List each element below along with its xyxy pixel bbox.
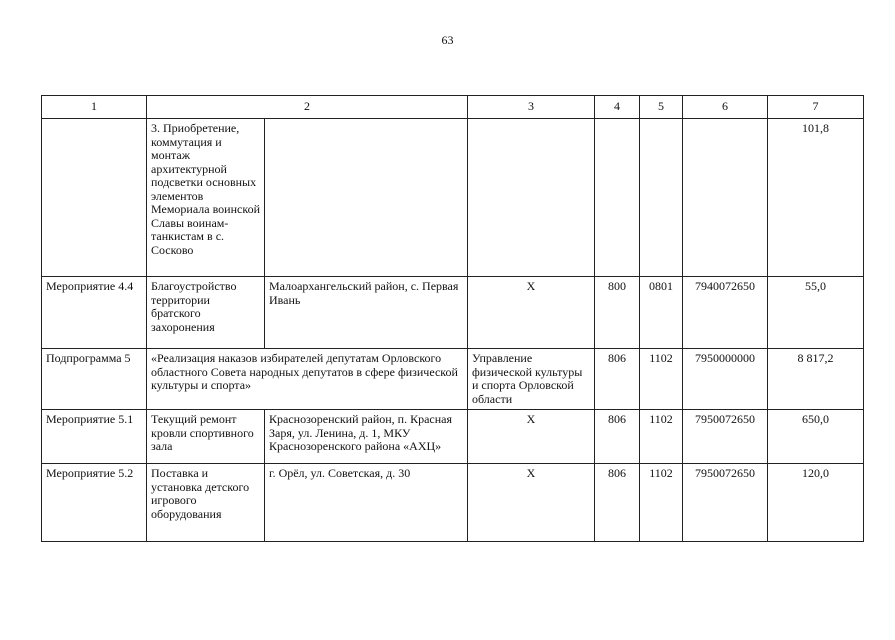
page-number: 63 xyxy=(441,33,454,47)
cell-csr xyxy=(683,119,768,277)
cell-amount: 650,0 xyxy=(768,410,864,464)
header-col-1: 1 xyxy=(42,96,147,119)
cell-rzpr: 1102 xyxy=(640,349,683,410)
cell-amount: 120,0 xyxy=(768,464,864,542)
header-col-4: 4 xyxy=(595,96,640,119)
cell-code: Подпрограмма 5 xyxy=(42,349,147,410)
cell-amount: 8 817,2 xyxy=(768,349,864,410)
header-col-2: 2 xyxy=(147,96,468,119)
budget-table xyxy=(41,95,864,542)
cell-grbs: 806 xyxy=(595,464,640,542)
cell-amount: 55,0 xyxy=(768,277,864,349)
cell-rzpr: 1102 xyxy=(640,410,683,464)
cell-location: Малоархангельский район, с. Первая Ивань xyxy=(265,277,468,349)
cell-grbs xyxy=(595,119,640,277)
cell-grbs: 806 xyxy=(595,349,640,410)
header-col-6: 6 xyxy=(683,96,768,119)
cell-executor xyxy=(468,119,595,277)
cell-csr: 7940072650 xyxy=(683,277,768,349)
cell-code: Мероприятие 4.4 xyxy=(42,277,147,349)
cell-csr: 7950000000 xyxy=(683,349,768,410)
cell-csr: 7950072650 xyxy=(683,464,768,542)
cell-rzpr xyxy=(640,119,683,277)
cell-subprogram-name: «Реализация наказов избирателей депутатам Орловского областного Совета народных депутатов в сфере физической культуры и спорта» xyxy=(147,349,468,410)
cell-code: Мероприятие 5.2 xyxy=(42,464,147,542)
cell-executor: Х xyxy=(468,277,595,349)
cell-activity-name: Поставка и установка детского игрового оборудования xyxy=(147,464,265,542)
table-row xyxy=(42,349,864,410)
cell-location: Краснозоренский район, п. Красная Заря, ул. Ленина, д. 1, МКУ Краснозоренского района «АХЦ» xyxy=(265,410,468,464)
header-col-5: 5 xyxy=(640,96,683,119)
header-row xyxy=(42,96,864,119)
table-row xyxy=(42,464,864,542)
cell-code xyxy=(42,119,147,277)
table-row xyxy=(42,277,864,349)
table-row xyxy=(42,119,864,277)
header-col-7: 7 xyxy=(768,96,864,119)
cell-code: Мероприятие 5.1 xyxy=(42,410,147,464)
cell-activity-name: Благоустройство территории братского захоронения xyxy=(147,277,265,349)
cell-activity-name: 3. Приобретение, коммутация и монтаж архитектурной подсветки основных элементов Мемориала воинской Славы воинам-танкистам в с. Сосково xyxy=(147,119,265,277)
cell-rzpr: 0801 xyxy=(640,277,683,349)
cell-executor: Х xyxy=(468,464,595,542)
header-col-3: 3 xyxy=(468,96,595,119)
table-row xyxy=(42,410,864,464)
cell-activity-name: Текущий ремонт кровли спортивного зала xyxy=(147,410,265,464)
cell-grbs: 806 xyxy=(595,410,640,464)
cell-executor: Х xyxy=(468,410,595,464)
cell-rzpr: 1102 xyxy=(640,464,683,542)
cell-csr: 7950072650 xyxy=(683,410,768,464)
cell-location xyxy=(265,119,468,277)
cell-location: г. Орёл, ул. Советская, д. 30 xyxy=(265,464,468,542)
cell-amount: 101,8 xyxy=(768,119,864,277)
cell-grbs: 800 xyxy=(595,277,640,349)
cell-executor: Управление физической культуры и спорта Орловской области xyxy=(468,349,595,410)
